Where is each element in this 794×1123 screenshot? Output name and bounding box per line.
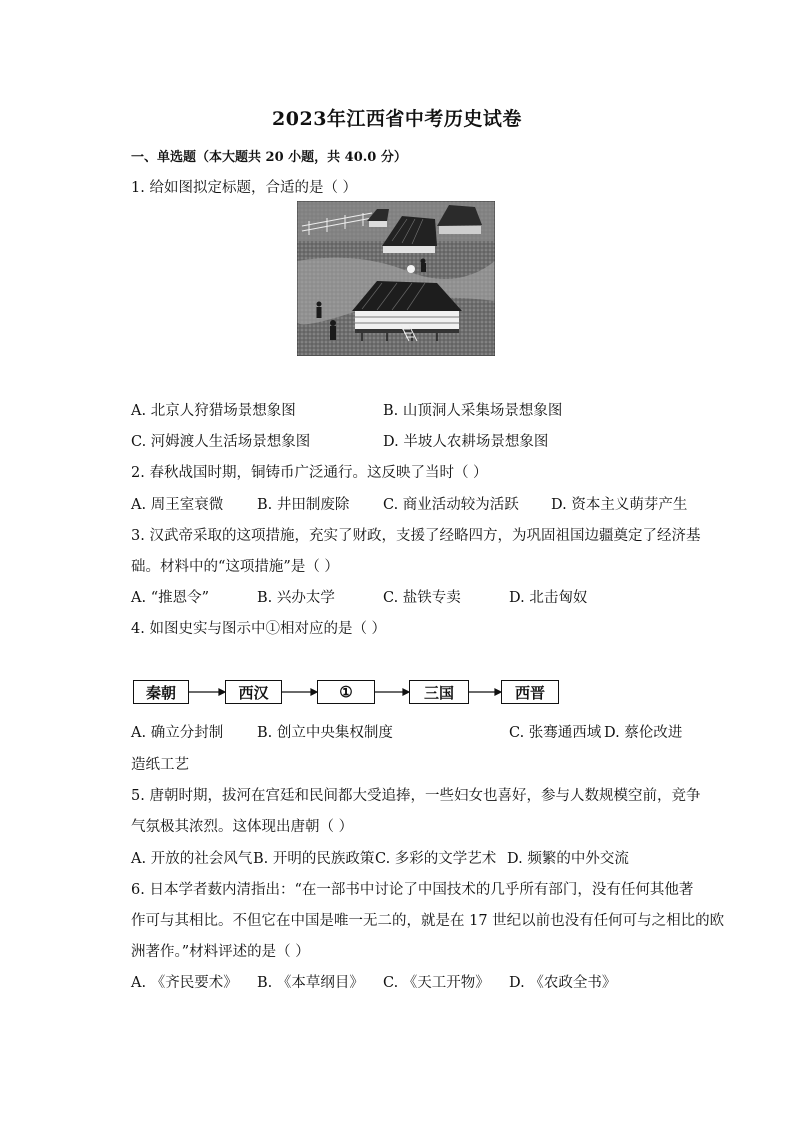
q1-option-a: A. 北京人狩猎场景想象图: [131, 403, 296, 419]
q1-option-d: D. 半坡人农耕场景想象图: [383, 434, 549, 450]
q5-option-d: D. 频繁的中外交流: [507, 851, 629, 867]
q2-option-d: D. 资本主义萌芽产生: [551, 497, 688, 513]
q4-option-a: A. 确立分封制: [131, 725, 224, 741]
q4-option-d: D. 蔡伦改进: [604, 725, 683, 741]
question-1-stem: 1. 给如图拟定标题，合适的是（ ）: [131, 180, 358, 196]
q6-option-a: A. 《齐民要术》: [131, 975, 238, 991]
q2-option-c: C. 商业活动较为活跃: [383, 497, 519, 513]
q4-option-b: B. 创立中央集权制度: [257, 725, 393, 741]
section-heading: 一、单选题（本大题共 20 小题，共 40.0 分）: [131, 150, 407, 165]
flow-box-three-kingdoms: 三国: [409, 680, 469, 704]
q1-option-b: B. 山顶洞人采集场景想象图: [383, 403, 563, 419]
q2-option-b: B. 井田制废除: [257, 497, 350, 513]
q3-option-a: A. “推恩令”: [131, 590, 210, 606]
q5-option-c: C. 多彩的文学艺术: [375, 851, 497, 867]
q1-option-c: C. 河姆渡人生活场景想象图: [131, 434, 311, 450]
flow-box-qin: 秦朝: [133, 680, 189, 704]
flow-box-western-jin: 西晋: [501, 680, 559, 704]
dynasty-flow-diagram: [131, 677, 591, 709]
flow-box-blank-1: ①: [317, 680, 375, 704]
q2-option-a: A. 周王室衰微: [131, 497, 224, 513]
flow-box-western-han: 西汉: [225, 680, 282, 704]
q6-option-c: C. 《天工开物》: [383, 975, 490, 991]
question-3-stem-line-1: 3. 汉武帝采取的这项措施，充实了财政，支援了经略四方，为巩固祖国边疆奠定了经济基: [131, 528, 701, 544]
q4-option-c: C. 张骞通西域: [509, 725, 602, 741]
question-6-stem-line-3: 洲著作。”材料评述的是（ ）: [131, 944, 310, 960]
q3-option-b: B. 兴办太学: [257, 590, 335, 606]
question-5-stem-line-1: 5. 唐朝时期，拔河在宫廷和民间都大受追捧，一些妇女也喜好，参与人数规模空前，竞争: [131, 788, 701, 804]
stilt-house-illustration: [297, 201, 495, 356]
question-2-stem: 2. 春秋战国时期，铜铸币广泛通行。这反映了当时（ ）: [131, 465, 488, 481]
q6-option-d: D. 《农政全书》: [509, 975, 617, 991]
question-4-stem: 4. 如图史实与图示中①相对应的是（ ）: [131, 621, 387, 637]
q3-option-c: C. 盐铁专卖: [383, 590, 461, 606]
q3-option-d: D. 北击匈奴: [509, 590, 588, 606]
q5-option-b: B. 开明的民族政策: [253, 851, 375, 867]
q6-option-b: B. 《本草纲目》: [257, 975, 364, 991]
question-6-stem-line-2: 作可与其相比。不但它在中国是唯一无二的，就是在 17 世纪以前也没有任何可与之相比的欧: [131, 913, 725, 929]
q4-option-d-continued: 造纸工艺: [131, 757, 189, 773]
page-title: 2023年江西省中考历史试卷: [272, 108, 522, 130]
question-3-stem-line-2: 础。材料中的“这项措施”是（ ）: [131, 559, 339, 575]
q5-option-a: A. 开放的社会风气: [131, 851, 253, 867]
question-6-stem-line-1: 6. 日本学者薮内清指出：“在一部书中讨论了中国技术的几乎所有部门，没有任何其他著: [131, 882, 694, 898]
question-5-stem-line-2: 气氛极其浓烈。这体现出唐朝（ ）: [131, 819, 354, 835]
